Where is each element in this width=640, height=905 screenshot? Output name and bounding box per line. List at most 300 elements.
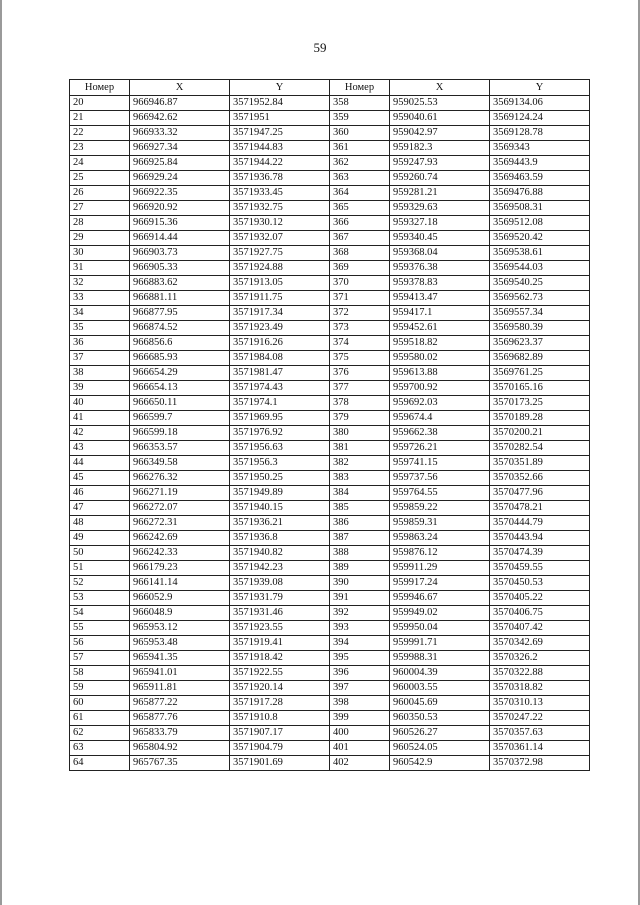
- y-coordinate-cell: 3569343: [490, 141, 590, 156]
- point-number-cell: 368: [330, 246, 390, 261]
- x-coordinate-cell: 959674.4: [390, 411, 490, 426]
- y-coordinate-cell: 3571931.79: [230, 591, 330, 606]
- y-coordinate-cell: 3570478.21: [490, 501, 590, 516]
- table-row: [70, 471, 590, 486]
- y-coordinate-cell: 3571933.45: [230, 186, 330, 201]
- x-coordinate-cell: 966685.93: [130, 351, 230, 366]
- y-coordinate-cell: 3570405.22: [490, 591, 590, 606]
- y-coordinate-cell: 3569512.08: [490, 216, 590, 231]
- y-coordinate-cell: 3570326.2: [490, 651, 590, 666]
- y-coordinate-cell: 3569463.59: [490, 171, 590, 186]
- x-coordinate-cell: 966654.13: [130, 381, 230, 396]
- x-coordinate-cell: 966883.62: [130, 276, 230, 291]
- table-row: [70, 456, 590, 471]
- table-row: [70, 561, 590, 576]
- y-coordinate-cell: 3569557.34: [490, 306, 590, 321]
- y-coordinate-cell: 3571907.17: [230, 726, 330, 741]
- point-number-cell: 40: [70, 396, 130, 411]
- y-coordinate-cell: 3571950.25: [230, 471, 330, 486]
- point-number-cell: 397: [330, 681, 390, 696]
- point-number-cell: 379: [330, 411, 390, 426]
- page-number: 59: [313, 40, 327, 55]
- table-row: [70, 171, 590, 186]
- x-coordinate-cell: 960524.05: [390, 741, 490, 756]
- x-coordinate-cell: 959613.88: [390, 366, 490, 381]
- x-coordinate-cell: 966933.32: [130, 126, 230, 141]
- y-coordinate-cell: 3569580.39: [490, 321, 590, 336]
- point-number-cell: 30: [70, 246, 130, 261]
- header-number-right: Номер: [330, 80, 390, 96]
- table-row: [70, 711, 590, 726]
- point-number-cell: 366: [330, 216, 390, 231]
- y-coordinate-cell: 3570361.14: [490, 741, 590, 756]
- point-number-cell: 25: [70, 171, 130, 186]
- y-coordinate-cell: 3570173.25: [490, 396, 590, 411]
- header-y-right: Y: [490, 80, 590, 96]
- y-coordinate-cell: 3571947.25: [230, 126, 330, 141]
- header-number-left: Номер: [70, 80, 130, 96]
- y-coordinate-cell: 3571919.41: [230, 636, 330, 651]
- point-number-cell: 46: [70, 486, 130, 501]
- x-coordinate-cell: 959580.02: [390, 351, 490, 366]
- point-number-cell: 361: [330, 141, 390, 156]
- x-coordinate-cell: 959368.04: [390, 246, 490, 261]
- x-coordinate-cell: 959911.29: [390, 561, 490, 576]
- point-number-cell: 367: [330, 231, 390, 246]
- point-number-cell: 387: [330, 531, 390, 546]
- y-coordinate-cell: 3569682.89: [490, 351, 590, 366]
- table-row: [70, 201, 590, 216]
- y-coordinate-cell: 3571936.21: [230, 516, 330, 531]
- table-row: [70, 336, 590, 351]
- y-coordinate-cell: 3571974.43: [230, 381, 330, 396]
- x-coordinate-cell: 966276.32: [130, 471, 230, 486]
- point-number-cell: 20: [70, 96, 130, 111]
- y-coordinate-cell: 3571956.63: [230, 441, 330, 456]
- point-number-cell: 373: [330, 321, 390, 336]
- point-number-cell: 385: [330, 501, 390, 516]
- x-coordinate-cell: 959949.02: [390, 606, 490, 621]
- point-number-cell: 32: [70, 276, 130, 291]
- x-coordinate-cell: 966599.18: [130, 426, 230, 441]
- x-coordinate-cell: 959950.04: [390, 621, 490, 636]
- table-row: [70, 381, 590, 396]
- x-coordinate-cell: 960004.39: [390, 666, 490, 681]
- point-number-cell: 51: [70, 561, 130, 576]
- table-row: [70, 156, 590, 171]
- y-coordinate-cell: 3571952.84: [230, 96, 330, 111]
- x-coordinate-cell: 966946.87: [130, 96, 230, 111]
- x-coordinate-cell: 965877.76: [130, 711, 230, 726]
- x-coordinate-cell: 959991.71: [390, 636, 490, 651]
- y-coordinate-cell: 3569761.25: [490, 366, 590, 381]
- y-coordinate-cell: 3571931.46: [230, 606, 330, 621]
- x-coordinate-cell: 966942.62: [130, 111, 230, 126]
- point-number-cell: 64: [70, 756, 130, 771]
- x-coordinate-cell: 966915.36: [130, 216, 230, 231]
- point-number-cell: 53: [70, 591, 130, 606]
- x-coordinate-cell: 959247.93: [390, 156, 490, 171]
- table-row: [70, 591, 590, 606]
- y-coordinate-cell: 3571969.95: [230, 411, 330, 426]
- y-coordinate-cell: 3571923.49: [230, 321, 330, 336]
- point-number-cell: 36: [70, 336, 130, 351]
- y-coordinate-cell: 3571936.8: [230, 531, 330, 546]
- table-row: [70, 531, 590, 546]
- x-coordinate-cell: 960045.69: [390, 696, 490, 711]
- y-coordinate-cell: 3571911.75: [230, 291, 330, 306]
- table-row: [70, 741, 590, 756]
- x-coordinate-cell: 959452.61: [390, 321, 490, 336]
- x-coordinate-cell: 965953.48: [130, 636, 230, 651]
- point-number-cell: 31: [70, 261, 130, 276]
- x-coordinate-cell: 965804.92: [130, 741, 230, 756]
- point-number-cell: 391: [330, 591, 390, 606]
- y-coordinate-cell: 3570247.22: [490, 711, 590, 726]
- table-row: [70, 516, 590, 531]
- x-coordinate-cell: 966141.14: [130, 576, 230, 591]
- x-coordinate-cell: 960542.9: [390, 756, 490, 771]
- x-coordinate-cell: 959692.03: [390, 396, 490, 411]
- table-row: [70, 681, 590, 696]
- y-coordinate-cell: 3570318.82: [490, 681, 590, 696]
- y-coordinate-cell: 3571913.05: [230, 276, 330, 291]
- table-row: [70, 501, 590, 516]
- y-coordinate-cell: 3570459.55: [490, 561, 590, 576]
- y-coordinate-cell: 3571916.26: [230, 336, 330, 351]
- y-coordinate-cell: 3570357.63: [490, 726, 590, 741]
- x-coordinate-cell: 959518.82: [390, 336, 490, 351]
- point-number-cell: 43: [70, 441, 130, 456]
- x-coordinate-cell: 966927.34: [130, 141, 230, 156]
- x-coordinate-cell: 959741.15: [390, 456, 490, 471]
- x-coordinate-cell: 966925.84: [130, 156, 230, 171]
- point-number-cell: 358: [330, 96, 390, 111]
- point-number-cell: 22: [70, 126, 130, 141]
- point-number-cell: 33: [70, 291, 130, 306]
- x-coordinate-cell: 965767.35: [130, 756, 230, 771]
- x-coordinate-cell: 966179.23: [130, 561, 230, 576]
- table-row: [70, 366, 590, 381]
- x-coordinate-cell: 959946.67: [390, 591, 490, 606]
- table-row: [70, 291, 590, 306]
- x-coordinate-cell: 959859.31: [390, 516, 490, 531]
- y-coordinate-cell: 3571939.08: [230, 576, 330, 591]
- x-coordinate-cell: 966242.69: [130, 531, 230, 546]
- point-number-cell: 359: [330, 111, 390, 126]
- x-coordinate-cell: 959737.56: [390, 471, 490, 486]
- x-coordinate-cell: 966905.33: [130, 261, 230, 276]
- table-row: [70, 351, 590, 366]
- y-coordinate-cell: 3570450.53: [490, 576, 590, 591]
- x-coordinate-cell: 959764.55: [390, 486, 490, 501]
- point-number-cell: 28: [70, 216, 130, 231]
- point-number-cell: 376: [330, 366, 390, 381]
- page-edge-left: [0, 0, 2, 905]
- x-coordinate-cell: 966920.92: [130, 201, 230, 216]
- table-row: [70, 756, 590, 771]
- x-coordinate-cell: 959417.1: [390, 306, 490, 321]
- x-coordinate-cell: 959700.92: [390, 381, 490, 396]
- point-number-cell: 390: [330, 576, 390, 591]
- point-number-cell: 48: [70, 516, 130, 531]
- x-coordinate-cell: 960350.53: [390, 711, 490, 726]
- x-coordinate-cell: 966272.07: [130, 501, 230, 516]
- x-coordinate-cell: 965833.79: [130, 726, 230, 741]
- x-coordinate-cell: 959859.22: [390, 501, 490, 516]
- y-coordinate-cell: 3571942.23: [230, 561, 330, 576]
- point-number-cell: 61: [70, 711, 130, 726]
- y-coordinate-cell: 3569540.25: [490, 276, 590, 291]
- point-number-cell: 371: [330, 291, 390, 306]
- table-row: [70, 621, 590, 636]
- y-coordinate-cell: 3571951: [230, 111, 330, 126]
- y-coordinate-cell: 3571984.08: [230, 351, 330, 366]
- x-coordinate-cell: 959376.38: [390, 261, 490, 276]
- table-row: [70, 396, 590, 411]
- point-number-cell: 42: [70, 426, 130, 441]
- point-number-cell: 41: [70, 411, 130, 426]
- y-coordinate-cell: 3570189.28: [490, 411, 590, 426]
- x-coordinate-cell: 959917.24: [390, 576, 490, 591]
- y-coordinate-cell: 3571924.88: [230, 261, 330, 276]
- point-number-cell: 59: [70, 681, 130, 696]
- point-number-cell: 54: [70, 606, 130, 621]
- y-coordinate-cell: 3570310.13: [490, 696, 590, 711]
- x-coordinate-cell: 959726.21: [390, 441, 490, 456]
- point-number-cell: 384: [330, 486, 390, 501]
- y-coordinate-cell: 3570443.94: [490, 531, 590, 546]
- point-number-cell: 360: [330, 126, 390, 141]
- point-number-cell: 380: [330, 426, 390, 441]
- point-number-cell: 35: [70, 321, 130, 336]
- x-coordinate-cell: 966242.33: [130, 546, 230, 561]
- point-number-cell: 44: [70, 456, 130, 471]
- table-row: [70, 606, 590, 621]
- table-row: [70, 261, 590, 276]
- point-number-cell: 399: [330, 711, 390, 726]
- header-y-left: Y: [230, 80, 330, 96]
- x-coordinate-cell: 959281.21: [390, 186, 490, 201]
- point-number-cell: 63: [70, 741, 130, 756]
- table-row: [70, 231, 590, 246]
- coordinates-table: [69, 79, 590, 771]
- table-row: [70, 426, 590, 441]
- table-row: [70, 246, 590, 261]
- x-coordinate-cell: 966272.31: [130, 516, 230, 531]
- x-coordinate-cell: 959025.53: [390, 96, 490, 111]
- y-coordinate-cell: 3571974.1: [230, 396, 330, 411]
- header-x-right: X: [390, 80, 490, 96]
- table-row: [70, 696, 590, 711]
- point-number-cell: 370: [330, 276, 390, 291]
- x-coordinate-cell: 959340.45: [390, 231, 490, 246]
- x-coordinate-cell: 959260.74: [390, 171, 490, 186]
- point-number-cell: 21: [70, 111, 130, 126]
- table-row: [70, 96, 590, 111]
- table-row: [70, 411, 590, 426]
- y-coordinate-cell: 3570407.42: [490, 621, 590, 636]
- y-coordinate-cell: 3571904.79: [230, 741, 330, 756]
- x-coordinate-cell: 966654.29: [130, 366, 230, 381]
- x-coordinate-cell: 966271.19: [130, 486, 230, 501]
- point-number-cell: 23: [70, 141, 130, 156]
- x-coordinate-cell: 966877.95: [130, 306, 230, 321]
- x-coordinate-cell: 959863.24: [390, 531, 490, 546]
- point-number-cell: 398: [330, 696, 390, 711]
- y-coordinate-cell: 3569443.9: [490, 156, 590, 171]
- point-number-cell: 402: [330, 756, 390, 771]
- y-coordinate-cell: 3571944.83: [230, 141, 330, 156]
- y-coordinate-cell: 3570322.88: [490, 666, 590, 681]
- table-row: [70, 276, 590, 291]
- point-number-cell: 29: [70, 231, 130, 246]
- point-number-cell: 24: [70, 156, 130, 171]
- point-number-cell: 388: [330, 546, 390, 561]
- point-number-cell: 401: [330, 741, 390, 756]
- point-number-cell: 39: [70, 381, 130, 396]
- x-coordinate-cell: 965941.01: [130, 666, 230, 681]
- y-coordinate-cell: 3571932.07: [230, 231, 330, 246]
- y-coordinate-cell: 3569476.88: [490, 186, 590, 201]
- x-coordinate-cell: 960003.55: [390, 681, 490, 696]
- table-row: [70, 141, 590, 156]
- x-coordinate-cell: 965941.35: [130, 651, 230, 666]
- y-coordinate-cell: 3570165.16: [490, 381, 590, 396]
- table-row: [70, 306, 590, 321]
- table-row: [70, 576, 590, 591]
- table-row: [70, 666, 590, 681]
- point-number-cell: 56: [70, 636, 130, 651]
- point-number-cell: 369: [330, 261, 390, 276]
- point-number-cell: 362: [330, 156, 390, 171]
- x-coordinate-cell: 966650.11: [130, 396, 230, 411]
- y-coordinate-cell: 3571940.82: [230, 546, 330, 561]
- x-coordinate-cell: 959662.38: [390, 426, 490, 441]
- y-coordinate-cell: 3571956.3: [230, 456, 330, 471]
- table-row: [70, 726, 590, 741]
- point-number-cell: 372: [330, 306, 390, 321]
- x-coordinate-cell: 966856.6: [130, 336, 230, 351]
- x-coordinate-cell: 966874.52: [130, 321, 230, 336]
- table-row: [70, 636, 590, 651]
- y-coordinate-cell: 3570282.54: [490, 441, 590, 456]
- y-coordinate-cell: 3569520.42: [490, 231, 590, 246]
- table-row: [70, 546, 590, 561]
- point-number-cell: 396: [330, 666, 390, 681]
- x-coordinate-cell: 959988.31: [390, 651, 490, 666]
- point-number-cell: 364: [330, 186, 390, 201]
- y-coordinate-cell: 3570351.89: [490, 456, 590, 471]
- x-coordinate-cell: 966599.7: [130, 411, 230, 426]
- point-number-cell: 382: [330, 456, 390, 471]
- y-coordinate-cell: 3569508.31: [490, 201, 590, 216]
- point-number-cell: 365: [330, 201, 390, 216]
- y-coordinate-cell: 3571944.22: [230, 156, 330, 171]
- point-number-cell: 38: [70, 366, 130, 381]
- point-number-cell: 395: [330, 651, 390, 666]
- y-coordinate-cell: 3570474.39: [490, 546, 590, 561]
- point-number-cell: 50: [70, 546, 130, 561]
- y-coordinate-cell: 3570342.69: [490, 636, 590, 651]
- y-coordinate-cell: 3569124.24: [490, 111, 590, 126]
- point-number-cell: 45: [70, 471, 130, 486]
- y-coordinate-cell: 3571901.69: [230, 756, 330, 771]
- point-number-cell: 383: [330, 471, 390, 486]
- y-coordinate-cell: 3571981.47: [230, 366, 330, 381]
- y-coordinate-cell: 3570352.66: [490, 471, 590, 486]
- point-number-cell: 49: [70, 531, 130, 546]
- y-coordinate-cell: 3569544.03: [490, 261, 590, 276]
- y-coordinate-cell: 3569562.73: [490, 291, 590, 306]
- point-number-cell: 378: [330, 396, 390, 411]
- point-number-cell: 394: [330, 636, 390, 651]
- point-number-cell: 52: [70, 576, 130, 591]
- y-coordinate-cell: 3570200.21: [490, 426, 590, 441]
- y-coordinate-cell: 3571917.34: [230, 306, 330, 321]
- point-number-cell: 27: [70, 201, 130, 216]
- y-coordinate-cell: 3571930.12: [230, 216, 330, 231]
- x-coordinate-cell: 966922.35: [130, 186, 230, 201]
- x-coordinate-cell: 959042.97: [390, 126, 490, 141]
- y-coordinate-cell: 3570444.79: [490, 516, 590, 531]
- point-number-cell: 47: [70, 501, 130, 516]
- x-coordinate-cell: 959040.61: [390, 111, 490, 126]
- x-coordinate-cell: 959378.83: [390, 276, 490, 291]
- x-coordinate-cell: 966929.24: [130, 171, 230, 186]
- y-coordinate-cell: 3571920.14: [230, 681, 330, 696]
- point-number-cell: 374: [330, 336, 390, 351]
- x-coordinate-cell: 959327.18: [390, 216, 490, 231]
- table-row: [70, 126, 590, 141]
- x-coordinate-cell: 959413.47: [390, 291, 490, 306]
- table-header-row: [70, 80, 590, 96]
- point-number-cell: 393: [330, 621, 390, 636]
- y-coordinate-cell: 3570406.75: [490, 606, 590, 621]
- y-coordinate-cell: 3569128.78: [490, 126, 590, 141]
- point-number-cell: 55: [70, 621, 130, 636]
- y-coordinate-cell: 3570477.96: [490, 486, 590, 501]
- y-coordinate-cell: 3571918.42: [230, 651, 330, 666]
- x-coordinate-cell: 960526.27: [390, 726, 490, 741]
- table-body: [70, 96, 590, 771]
- point-number-cell: 386: [330, 516, 390, 531]
- point-number-cell: 62: [70, 726, 130, 741]
- x-coordinate-cell: 965953.12: [130, 621, 230, 636]
- y-coordinate-cell: 3571910.8: [230, 711, 330, 726]
- point-number-cell: 363: [330, 171, 390, 186]
- x-coordinate-cell: 966052.9: [130, 591, 230, 606]
- point-number-cell: 377: [330, 381, 390, 396]
- y-coordinate-cell: 3571940.15: [230, 501, 330, 516]
- y-coordinate-cell: 3571932.75: [230, 201, 330, 216]
- point-number-cell: 26: [70, 186, 130, 201]
- x-coordinate-cell: 966903.73: [130, 246, 230, 261]
- y-coordinate-cell: 3569538.61: [490, 246, 590, 261]
- point-number-cell: 57: [70, 651, 130, 666]
- table-row: [70, 186, 590, 201]
- y-coordinate-cell: 3569134.06: [490, 96, 590, 111]
- y-coordinate-cell: 3571917.28: [230, 696, 330, 711]
- x-coordinate-cell: 966349.58: [130, 456, 230, 471]
- point-number-cell: 37: [70, 351, 130, 366]
- point-number-cell: 34: [70, 306, 130, 321]
- table-row: [70, 111, 590, 126]
- y-coordinate-cell: 3571927.75: [230, 246, 330, 261]
- x-coordinate-cell: 966914.44: [130, 231, 230, 246]
- x-coordinate-cell: 966048.9: [130, 606, 230, 621]
- header-x-left: X: [130, 80, 230, 96]
